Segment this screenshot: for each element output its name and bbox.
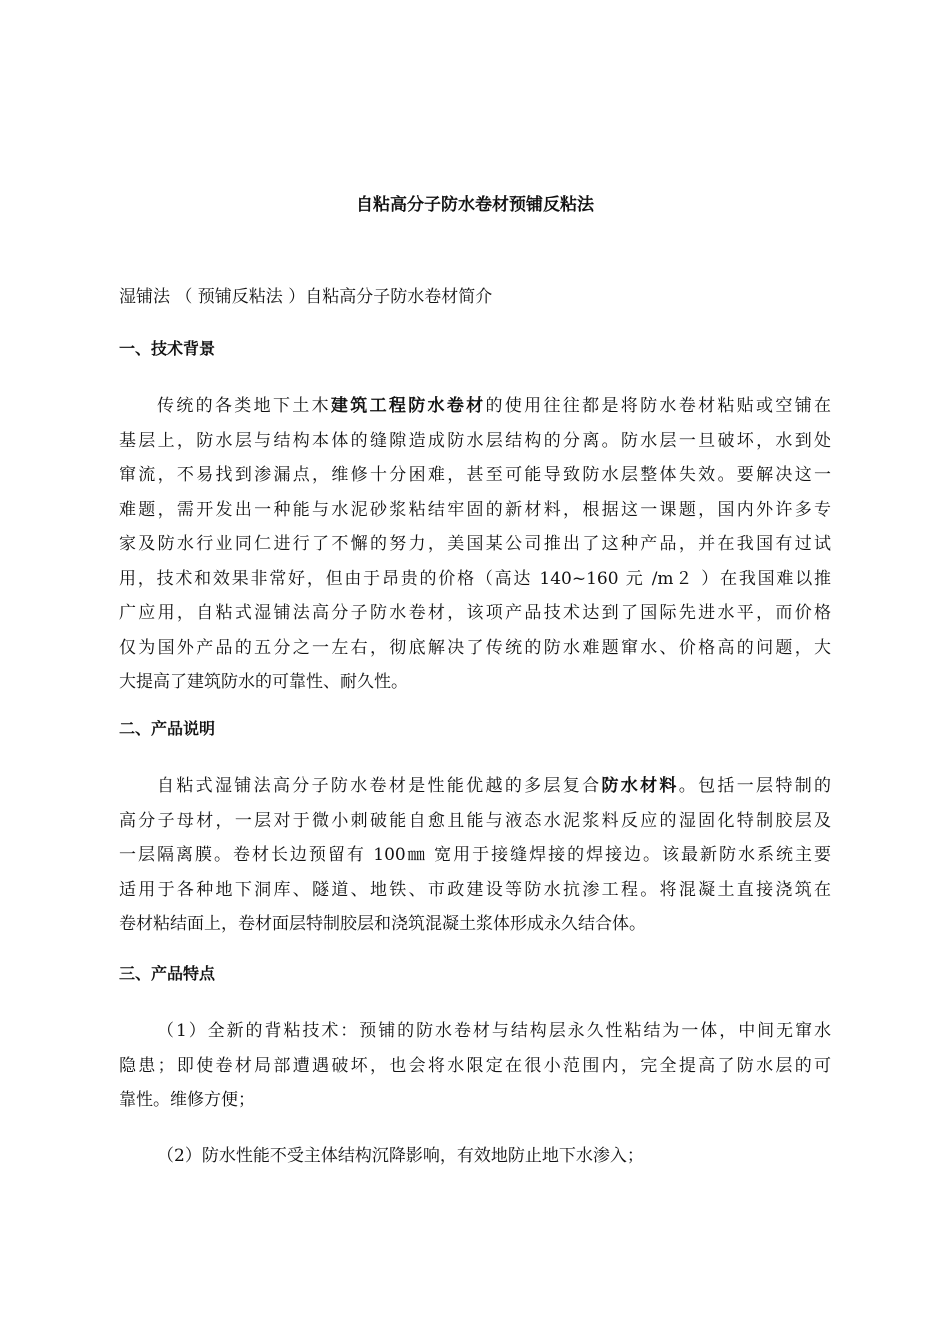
section-heading-description: 二、产品说明 xyxy=(119,719,216,738)
intro-line: 湿铺法 （ 预铺反粘法 ）自粘高分子防水卷材简介 xyxy=(119,287,493,307)
paragraph-line: 基层上，防水层与结构本体的缝隙造成防水层结构的分离。防水层一旦破坏，水到处 xyxy=(119,430,831,451)
text-run: 自粘式湿铺法高分子防水卷材是性能优越的多层复合 xyxy=(157,776,602,796)
paragraph-line: 隐患；即使卷材局部遭遇破坏，也会将水限定在很小范围内，完全提高了防水层的可 xyxy=(119,1055,831,1076)
paragraph-background xyxy=(119,389,831,700)
text-run: 传统的各类地下土木 xyxy=(157,396,331,416)
paragraph-line: 仅为国外产品的五分之一左右，彻底解决了传统的防水难题窜水、价格高的问题，大 xyxy=(119,637,831,658)
paragraph-line: 用，技术和效果非常好，但由于昂贵的价格（高达 140~160 元 /m２ ）在我国难以推 xyxy=(119,568,831,589)
paragraph-line: 窜流，不易找到渗漏点，维修十分困难，甚至可能导致防水层整体失效。要解决这一 xyxy=(119,465,831,485)
document-title: 自粘高分子防水卷材预铺反粘法 xyxy=(356,195,594,215)
section-heading-features: 三、产品特点 xyxy=(119,964,216,983)
text-run: 的使用往往都是将防水卷材粘贴或空铺在 xyxy=(485,396,832,416)
paragraph-line: （1）全新的背粘技术：预铺的防水卷材与结构层永久性粘结为一体，中间无窜水 xyxy=(157,1021,831,1041)
paragraph-line: 难题，需开发出一种能与水泥砂浆粘结牢固的新材料，根据这一课题，国内外许多专 xyxy=(119,499,831,520)
paragraph-description xyxy=(119,769,831,942)
paragraph-feature-2 xyxy=(119,1139,831,1174)
paragraph-line: 家及防水行业同仁进行了不懈的努力，美国某公司推出了这种产品，并在我国有过试 xyxy=(119,534,831,554)
paragraph-line: 广应用，自粘式湿铺法高分子防水卷材，该项产品技术达到了国际先进水平，而价格 xyxy=(119,603,831,623)
bold-link-text: 建筑工程防水卷材 xyxy=(330,396,486,416)
paragraph-line: 大提高了建筑防水的可靠性、耐久性。 xyxy=(119,672,408,692)
text-run: 。包括一层特制的 xyxy=(678,776,832,796)
bold-link-text: 防水材料 xyxy=(601,776,679,796)
paragraph-line: 适用于各种地下洞库、隧道、地铁、市政建设等防水抗渗工程。将混凝土直接浇筑在 xyxy=(119,879,831,900)
paragraph-line: （2）防水性能不受主体结构沉降影响，有效地防止地下水渗入； xyxy=(157,1146,644,1166)
paragraph-line xyxy=(119,769,831,804)
paragraph-line: 靠性。维修方便； xyxy=(119,1090,255,1110)
paragraph-line: 一层隔离膜。卷材长边预留有 100㎜ 宽用于接缝焊接的焊接边。该最新防水系统主要 xyxy=(119,845,831,865)
section-heading-background: 一、技术背景 xyxy=(119,339,216,358)
paragraph-feature-1 xyxy=(119,1014,831,1118)
paragraph-line: 卷材粘结面上，卷材面层特制胶层和浇筑混凝土浆体形成永久结合体。 xyxy=(119,914,646,934)
paragraph-line: 高分子母材，一层对于微小刺破能自愈且能与液态水泥浆料反应的湿固化特制胶层及 xyxy=(119,810,831,831)
paragraph-line xyxy=(119,389,831,424)
